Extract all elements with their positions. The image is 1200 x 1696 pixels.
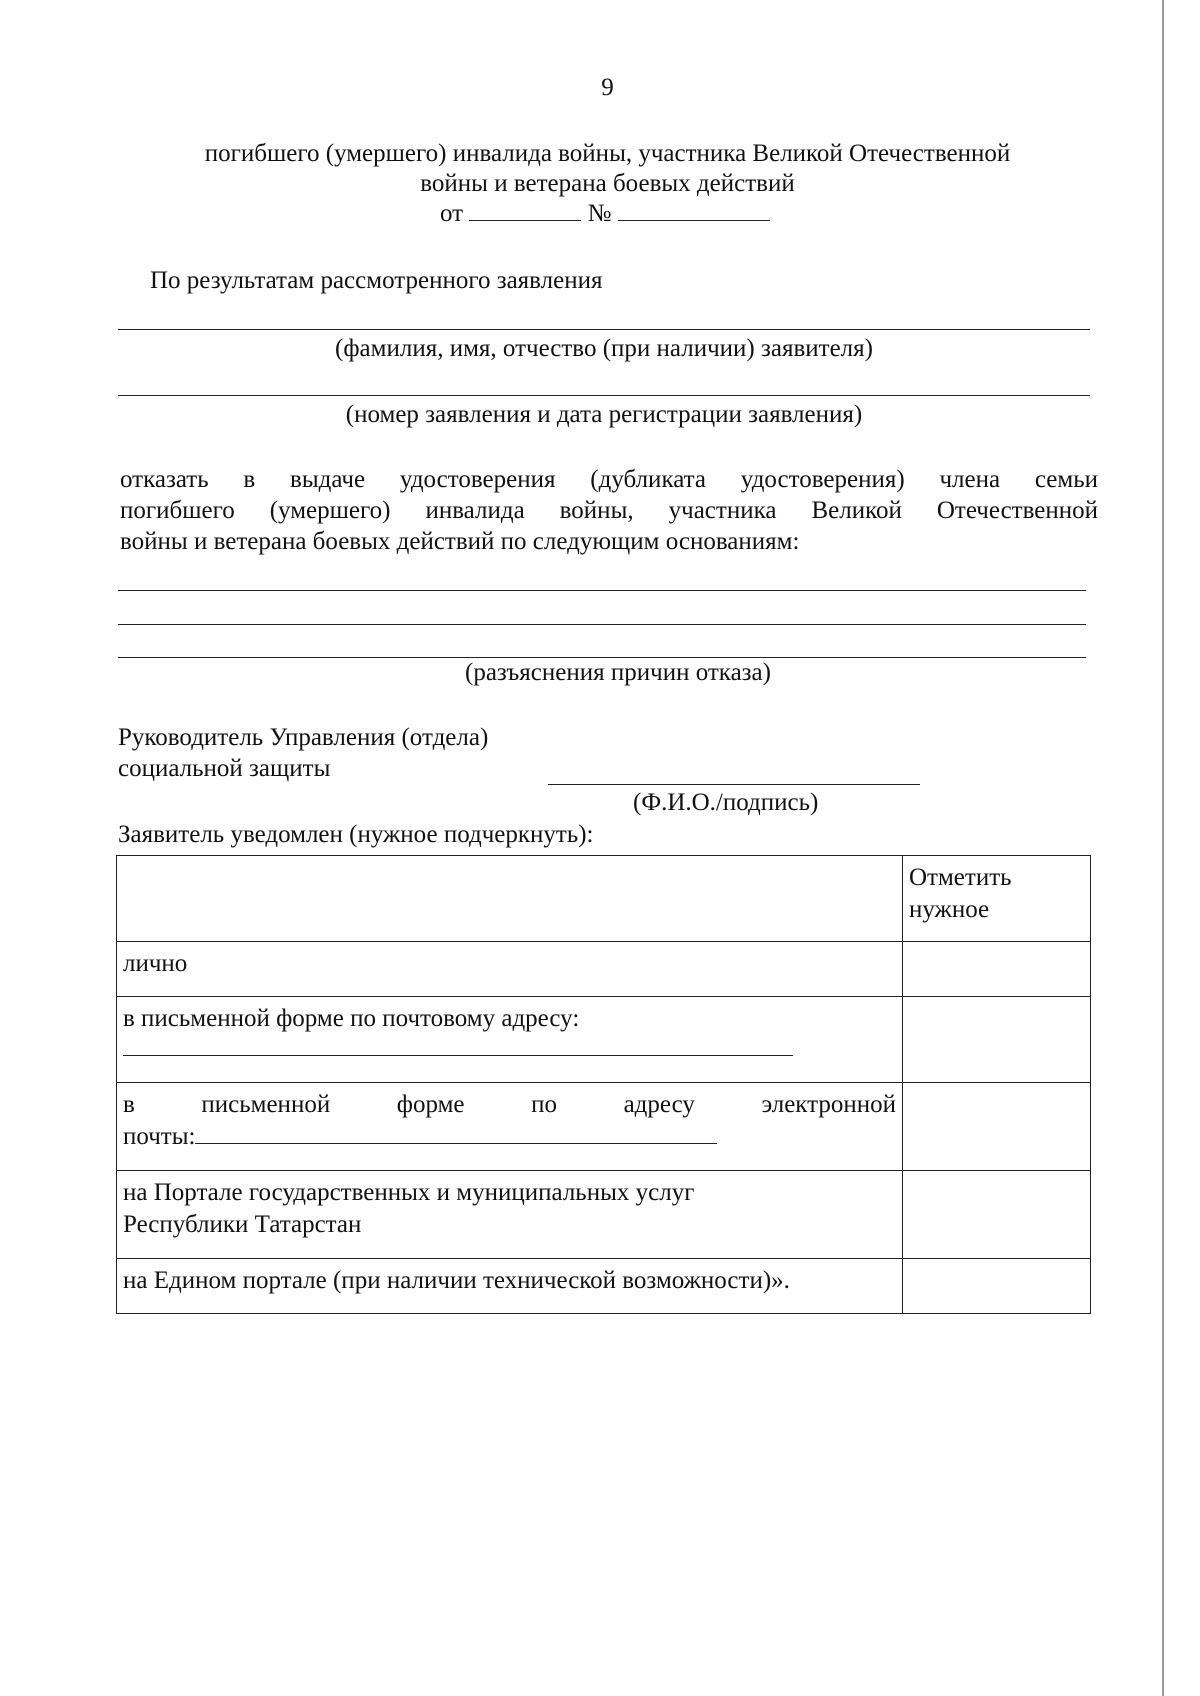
mark-cell-unified-portal[interactable] bbox=[903, 1259, 1091, 1314]
number-label: № bbox=[587, 200, 612, 227]
postal-address-blank bbox=[123, 1035, 793, 1056]
method-postal-cell bbox=[117, 997, 903, 1083]
email-address-blank bbox=[195, 1121, 717, 1144]
refusal-line-2: погибшего (умершего) инвалида войны, участника Великой Отечественной bbox=[120, 497, 1098, 524]
header-line-2: войны и ветерана боевых действий bbox=[420, 170, 795, 197]
scan-edge-line bbox=[1162, 0, 1164, 1696]
table-header-mark: Отметить нужное bbox=[903, 856, 1091, 942]
method-email-cell bbox=[117, 1083, 903, 1171]
caption-application: (номер заявления и дата регистрации заявления) bbox=[345, 401, 863, 428]
mark-cell-postal[interactable] bbox=[903, 997, 1091, 1083]
notification-table bbox=[116, 855, 1091, 1314]
reasons-line-1 bbox=[118, 590, 1086, 591]
signature-line bbox=[548, 784, 920, 785]
table-row bbox=[117, 1171, 1091, 1259]
table-row bbox=[117, 997, 1091, 1083]
from-label: от bbox=[440, 200, 464, 227]
email-line bbox=[123, 1121, 896, 1153]
header-line-1: погибшего (умершего) инвалида войны, участника Великой Отечественной bbox=[204, 140, 1011, 167]
table-row bbox=[117, 1083, 1091, 1171]
email-suffix: почты: bbox=[123, 1123, 196, 1150]
table-header-method bbox=[117, 856, 903, 942]
mark-cell-regional-portal[interactable] bbox=[903, 1171, 1091, 1259]
mark-cell-in-person[interactable] bbox=[903, 942, 1091, 997]
signature-caption: (Ф.И.О./подпись) bbox=[633, 789, 819, 816]
signature-role-line-2: социальной защиты bbox=[118, 755, 331, 782]
method-unified-portal: на Едином портале (при наличии технической возможности)». bbox=[117, 1259, 903, 1314]
table-row bbox=[117, 1259, 1091, 1314]
header-date-number bbox=[440, 198, 770, 230]
caption-reasons: (разъяснения причин отказа) bbox=[465, 659, 771, 686]
method-postal: в письменной форме по почтовому адресу: bbox=[123, 1005, 580, 1032]
notified-label: Заявитель уведомлен (нужное подчеркнуть): bbox=[118, 821, 594, 848]
refusal-line-3: войны и ветерана боевых действий по следующим основаниям: bbox=[120, 528, 800, 555]
method-email: в письменной форме по адресу электронной bbox=[123, 1091, 896, 1118]
table-header-row bbox=[117, 856, 1091, 942]
method-in-person: лично bbox=[117, 942, 903, 997]
number-blank bbox=[618, 198, 770, 221]
intro-text: По результатам рассмотренного заявления bbox=[150, 267, 603, 294]
applicant-name-line bbox=[118, 329, 1090, 330]
reasons-line-2 bbox=[118, 624, 1086, 625]
page-number: 9 bbox=[601, 74, 614, 101]
caption-applicant: (фамилия, имя, отчество (при наличии) заявителя) bbox=[335, 335, 873, 362]
refusal-line-1: отказать в выдаче удостоверения (дубликата удостоверения) члена семьи bbox=[120, 466, 1098, 493]
signature-role-line-1: Руководитель Управления (отдела) bbox=[118, 724, 489, 751]
table-row bbox=[117, 942, 1091, 997]
date-blank bbox=[469, 198, 581, 221]
mark-cell-email[interactable] bbox=[903, 1083, 1091, 1171]
method-regional-portal: на Портале государственных и муниципальных услуг Республики Татарстан bbox=[117, 1171, 903, 1259]
application-number-line bbox=[118, 395, 1090, 396]
